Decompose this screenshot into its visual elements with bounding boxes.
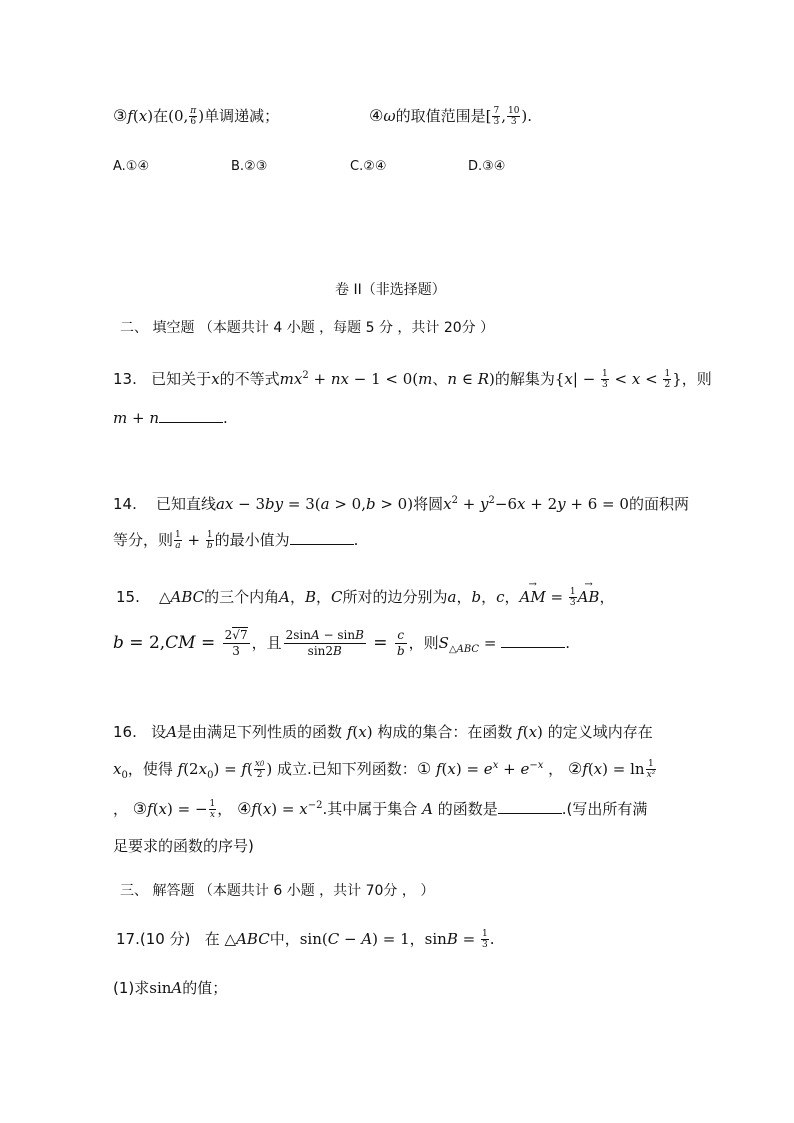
q16-line1: 16. 设A是由满足下列性质的函数 f(x) 构成的集合：在函数 f(x) 的定义域内存在 bbox=[113, 723, 653, 741]
q15-line2: b = 2,CM = $\frac{2√7}{3}$ ，且 $\frac{2\sin A - \sin B}{\sin 2B}$ = $\frac{c}{b}$ ，则$S_{\triangle ABC}$ = . bbox=[113, 628, 570, 658]
volume-title: 卷 II（非选择题） bbox=[335, 282, 446, 298]
option-c[interactable]: C.②④ bbox=[350, 159, 387, 174]
section2-header: 二、 填空题 （本题共计 4 小题 ，每题 5 分 ，共计 20分 ） bbox=[120, 320, 495, 336]
option-a[interactable]: A.①④ bbox=[113, 159, 150, 174]
q13-line2: m + n . bbox=[113, 409, 228, 427]
q13-answer-blank[interactable] bbox=[159, 408, 223, 423]
q13-line1: 13. 已知关于x的不等式$mx^2$ + nx − 1 < 0(m、n ∈ R)的解集为{x| − $\frac{1}{3}$ < x < $\frac{1}{2}$ }，则 bbox=[113, 369, 712, 390]
option-d[interactable]: D.③④ bbox=[468, 159, 506, 174]
option-b[interactable]: B.②③ bbox=[231, 159, 268, 174]
q16-answer-blank[interactable] bbox=[498, 799, 562, 814]
q14-line2: 等分，则 $\frac{1}{a}$ + $\frac{1}{b}$ 的最小值为 . bbox=[113, 530, 359, 551]
q16-line4: 足要求的函数的序号) bbox=[113, 837, 254, 855]
q14-answer-blank[interactable] bbox=[290, 530, 354, 545]
item-4: ④ω的取值范围是[ $\frac{7}{3}$ , $\frac{10}{3}$ ). bbox=[369, 106, 533, 127]
q14-line1: 14. 已知直线ax − 3by = 3(a > 0,b > 0)将圆$x^2 + y^2-6x + 2y + 6 = 0$的面积两 bbox=[113, 495, 689, 513]
q15-line1: 15. △ABC的三个内角A，B，C所对的边分别为a，b，c，→ AM = $\frac{1}{3}$ → AB， bbox=[116, 587, 614, 608]
item-3: ③f(x)在(0, $\frac{\pi}{6}$ )单调递减； bbox=[113, 106, 280, 127]
q17-line: 17.(10 分) 在 △ABC中，sin(C − A) = 1，sinB = $\frac{1}{3}$ . bbox=[116, 929, 495, 950]
q15-answer-blank[interactable] bbox=[501, 633, 565, 648]
section3-header: 三、 解答题 （本题共计 6 小题 ，共计 70分 ， ） bbox=[120, 883, 435, 899]
q17-part1: (1)求sinA的值； bbox=[113, 979, 228, 997]
q16-line2: $x_0$，使得 $f(2x_0) = f$( $\frac{x0}{2}$ ) 成立.已知下列函数：① $f(x) = e^x + e^{-x}$ ， ②f(x) = ln $\frac{1}{\text{x²}}$ bbox=[113, 759, 656, 781]
q16-line3: ， ③f(x) = − $\frac{1}{x}$ ， ④f(x) = $x^{-2}$.其中属于集合 A 的函数是 .(写出所有满 bbox=[113, 799, 648, 820]
